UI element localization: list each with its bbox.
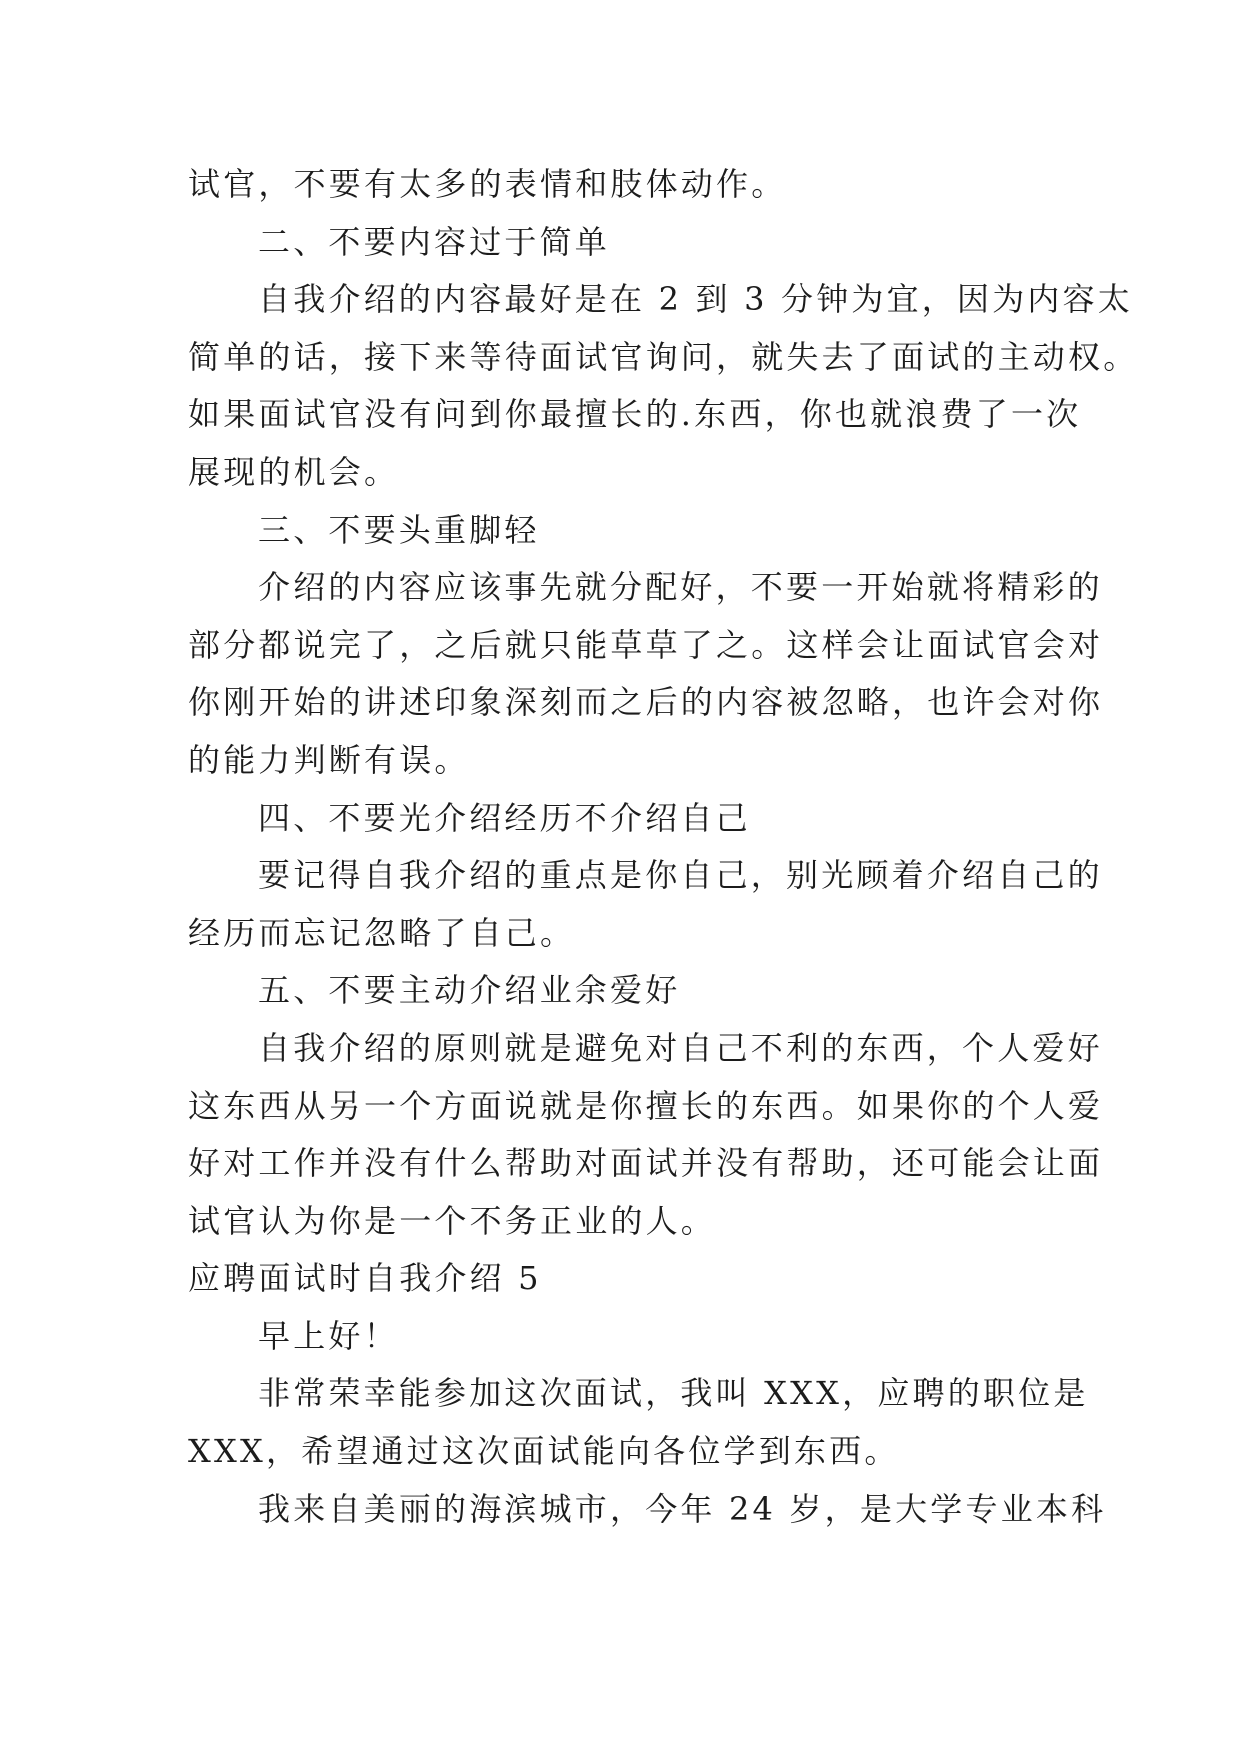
text-line: 试官，不要有太多的表情和肢体动作。 bbox=[188, 165, 787, 203]
text-line: 好对工作并没有什么帮助对面试并没有帮助，还可能会让面 bbox=[188, 1144, 1104, 1183]
section-heading: 四、不要光介绍经历不介绍自己 bbox=[258, 798, 751, 837]
text-line: 如果面试官没有问到你最擅长的.东西，你也就浪费了一次 bbox=[188, 395, 1082, 434]
text-line: XXX，希望通过这次面试能向各位学到东西。 bbox=[188, 1432, 900, 1471]
text-line: 自我介绍的原则就是避免对自己不利的东西，个人爱好 bbox=[258, 1028, 1103, 1067]
section-heading: 二、不要内容过于简单 bbox=[258, 222, 611, 261]
text-line: 部分都说完了，之后就只能草草了之。这样会让面试官会对 bbox=[188, 625, 1104, 664]
text-line: 自我介绍的内容最好是在 2 到 3 分钟为宜，因为内容太 bbox=[258, 280, 1134, 319]
text-line: 你刚开始的讲述印象深刻而之后的内容被忽略，也许会对你 bbox=[188, 683, 1104, 722]
text-line: 我来自美丽的海滨城市，今年 24 岁，是大学专业本科 bbox=[258, 1489, 1107, 1528]
text-line: 经历而忘记忽略了自己。 bbox=[188, 913, 576, 952]
text-line: 展现的机会。 bbox=[188, 452, 400, 491]
greeting-line: 早上好！ bbox=[258, 1316, 399, 1355]
text-line: 要记得自我介绍的重点是你自己，别光顾着介绍自己的 bbox=[258, 856, 1103, 895]
text-line: 试官认为你是一个不务正业的人。 bbox=[188, 1201, 717, 1240]
text-line: 简单的话，接下来等待面试官询问，就失去了面试的主动权。 bbox=[188, 337, 1139, 376]
section-heading: 三、不要头重脚轻 bbox=[258, 510, 540, 549]
text-line: 介绍的内容应该事先就分配好，不要一开始就将精彩的 bbox=[258, 568, 1103, 607]
section-heading: 五、不要主动介绍业余爱好 bbox=[258, 971, 681, 1010]
text-line: 的能力判断有误。 bbox=[188, 740, 470, 779]
text-line: 这东西从另一个方面说就是你擅长的东西。如果你的个人爱 bbox=[188, 1086, 1104, 1125]
article-title: 应聘面试时自我介绍 5 bbox=[188, 1259, 542, 1298]
text-line: 非常荣幸能参加这次面试，我叫 XXX，应聘的职位是 bbox=[258, 1374, 1089, 1413]
body-text bbox=[188, 156, 1139, 1538]
